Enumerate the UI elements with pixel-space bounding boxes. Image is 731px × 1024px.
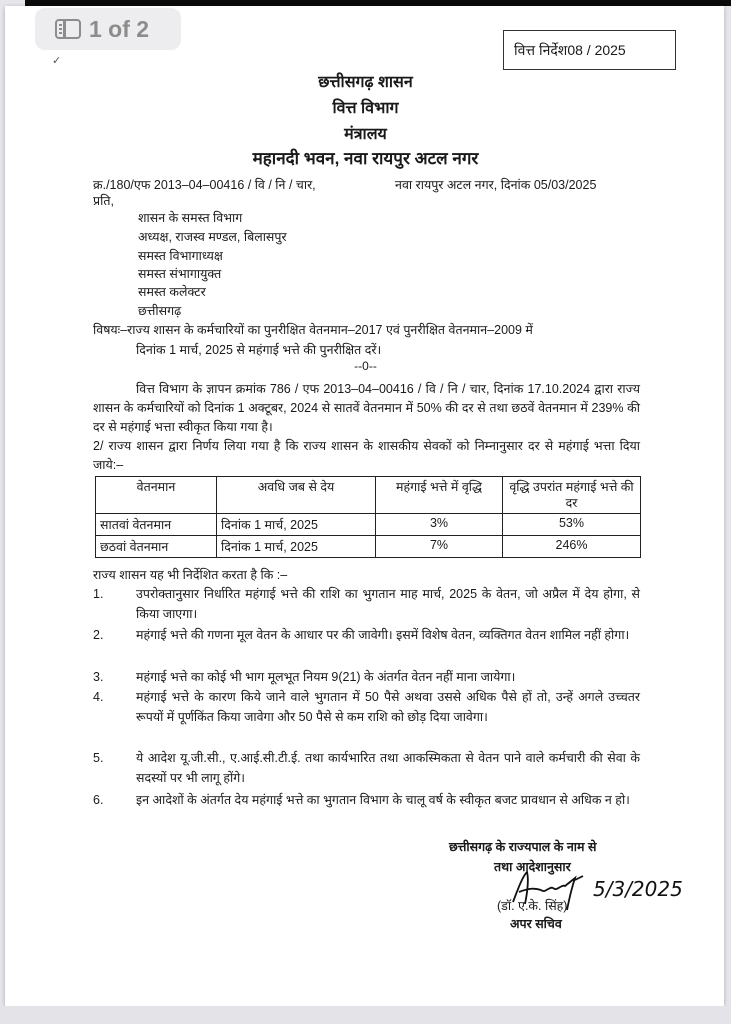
directive-text: महंगाई भत्ते का कोई भी भाग मूलभूत नियम 9(21) के अंतर्गत वेतन नहीं माना जायेगा। bbox=[136, 670, 516, 684]
header-department: वित्त विभाग bbox=[332, 100, 399, 117]
column-header: वृद्धि उपरांत महंगाई भत्ते की दर bbox=[503, 477, 641, 514]
subject-line-2: दिनांक 1 मार्च, 2025 से महंगाई भत्ते की पुनरीक्षित दरें। bbox=[136, 343, 382, 357]
page-gap-strip bbox=[0, 1006, 731, 1024]
addressee: अध्यक्ष, राजस्व मण्डल, बिलासपुर bbox=[138, 230, 287, 244]
directive-item bbox=[93, 625, 640, 645]
table-cell: 53% bbox=[503, 514, 641, 536]
directive-item bbox=[93, 584, 640, 624]
header-address: महानदी भवन, नवा रायपुर अटल नगर bbox=[252, 149, 479, 168]
directive-item bbox=[93, 667, 640, 687]
header-ministry: मंत्रालय bbox=[344, 126, 387, 143]
table-cell: 3% bbox=[376, 514, 503, 536]
to-label: प्रति, bbox=[93, 194, 114, 208]
table-cell: सातवां वेतनमान bbox=[96, 514, 217, 536]
signature-authority-line-1: छत्तीसगढ़ के राज्यपाल के नाम से bbox=[449, 840, 597, 854]
directive-text: महंगाई भत्ते के कारण किये जाने वाले भुगतान में 50 पैसे अथवा उससे अधिक पैसे हों तो, उन्हें अगले उच्चतर रूपयों में पूर्णकिंत किया जावेगा और 50 पैसे से कम राशि को छोड़ दिया जावेगा। bbox=[136, 690, 640, 724]
directive-item bbox=[93, 748, 640, 788]
subject-line-1: विषयः–राज्य शासन के कर्मचारियों का पुनरीक्षित वेतनमान–2017 एवं पुनरीक्षित वेतनमान–2009 में bbox=[93, 323, 533, 337]
directive-number: 5. bbox=[93, 751, 104, 765]
directive-text: इन आदेशों के अंतर्गत देय महंगाई भत्ते का भुगतान विभाग के चालू वर्ष के स्वीकृत बजट प्रावधान से अधिक न हो। bbox=[136, 793, 630, 807]
directive-text: ये आदेश यू.जी.सी., ए.आई.सी.टी.ई. तथा कार्यभारित तथा आकस्मिकता से वेतन पाने वाले कर्मचारी की सेवा के सदस्यों पर भी लागू होंगे। bbox=[136, 751, 640, 785]
directive-number: 4. bbox=[93, 690, 104, 704]
directive-text: महंगाई भत्ते की गणना मूल वेतन के आधार पर की जावेगी। इसमें विशेष वेतन, व्यक्तिगत वेतन शामिल नहीं होगा। bbox=[136, 628, 630, 642]
place-and-date: नवा रायपुर अटल नगर, दिनांक 05/03/2025 bbox=[395, 178, 597, 192]
page-indicator-label: 1 of 2 bbox=[89, 15, 150, 42]
column-header: महंगाई भत्ते में वृद्धि bbox=[376, 477, 503, 514]
reference-number: क्र./180/एफ 2013–04–00416 / वि / नि / चार, bbox=[93, 178, 316, 192]
da-rates-table bbox=[95, 476, 641, 558]
page-indicator[interactable] bbox=[35, 8, 181, 50]
table-cell: दिनांक 1 मार्च, 2025 bbox=[217, 514, 376, 536]
signature-authority-line-2: तथा आदेशानुसार bbox=[494, 860, 571, 874]
directive-number: 6. bbox=[93, 793, 104, 807]
table-row bbox=[96, 536, 641, 558]
directive-number: 2. bbox=[93, 628, 104, 642]
table-cell: 7% bbox=[376, 536, 503, 558]
reference-box bbox=[503, 30, 676, 70]
column-header: अवधि जब से देय bbox=[217, 477, 376, 514]
directive-text: उपरोक्तानुसार निर्धारित महंगाई भत्ते की राशि का भुगतान माह मार्च, 2025 के वेतन, जो अप्रैल में देय होगा, से किया जाएगा। bbox=[136, 587, 640, 621]
margin-mark: ✓ bbox=[52, 55, 62, 67]
table-cell: दिनांक 1 मार्च, 2025 bbox=[217, 536, 376, 558]
addressee: समस्त विभागाध्यक्ष bbox=[138, 249, 223, 263]
table-header-row bbox=[96, 477, 641, 514]
addressee: शासन के समस्त विभाग bbox=[138, 211, 243, 225]
directive-intro: राज्य शासन यह भी निर्देशित करता है कि :– bbox=[93, 568, 288, 582]
header-government: छत्तीसगढ़ शासन bbox=[318, 74, 413, 91]
addressee: समस्त संभागायुक्त bbox=[138, 267, 222, 281]
directive-number: 1. bbox=[93, 587, 104, 601]
addressee: छत्तीसगढ़ bbox=[138, 304, 182, 318]
reference-box-text: वित्त निर्देश08 / 2025 bbox=[514, 41, 626, 58]
handwritten-date: 5/3/2025 bbox=[593, 877, 683, 901]
table-cell: 246% bbox=[503, 536, 641, 558]
subject bbox=[93, 320, 640, 360]
separator: --0-- bbox=[354, 359, 377, 373]
directive-item bbox=[93, 790, 640, 810]
paragraph-1: वित्त विभाग के ज्ञापन क्रमांक 786 / एफ 2013–04–00416 / वि / नि / चार, दिनांक 17.10.2024 द्वारा राज्य शासन के कर्मचारियों को दिनांक 1 अक्टूबर, 2024 से सातवें वेतनमान में 50% की दर से तथा छठवें वेतनमान में 239% की दर से महंगाई भत्ता स्वीकृत किया गया है। bbox=[93, 382, 640, 434]
table-cell: छठवां वेतनमान bbox=[96, 536, 217, 558]
directive-number: 3. bbox=[93, 670, 104, 684]
sidebar-toggle-icon[interactable] bbox=[55, 19, 81, 39]
table-row bbox=[96, 514, 641, 536]
column-header: वेतनमान bbox=[96, 477, 217, 514]
directive-item bbox=[93, 687, 640, 727]
paragraph-2: 2/ राज्य शासन द्वारा निर्णय लिया गया है कि राज्य शासन के शासकीय सेवकों को निम्नानुसार दर से महंगाई भत्ता दिया जाये:– bbox=[93, 439, 640, 472]
addressee: समस्त कलेक्टर bbox=[138, 285, 206, 299]
signatory-name: (डॉ. ए.के. सिंह) bbox=[497, 899, 568, 913]
signatory-designation: अपर सचिव bbox=[510, 917, 562, 931]
